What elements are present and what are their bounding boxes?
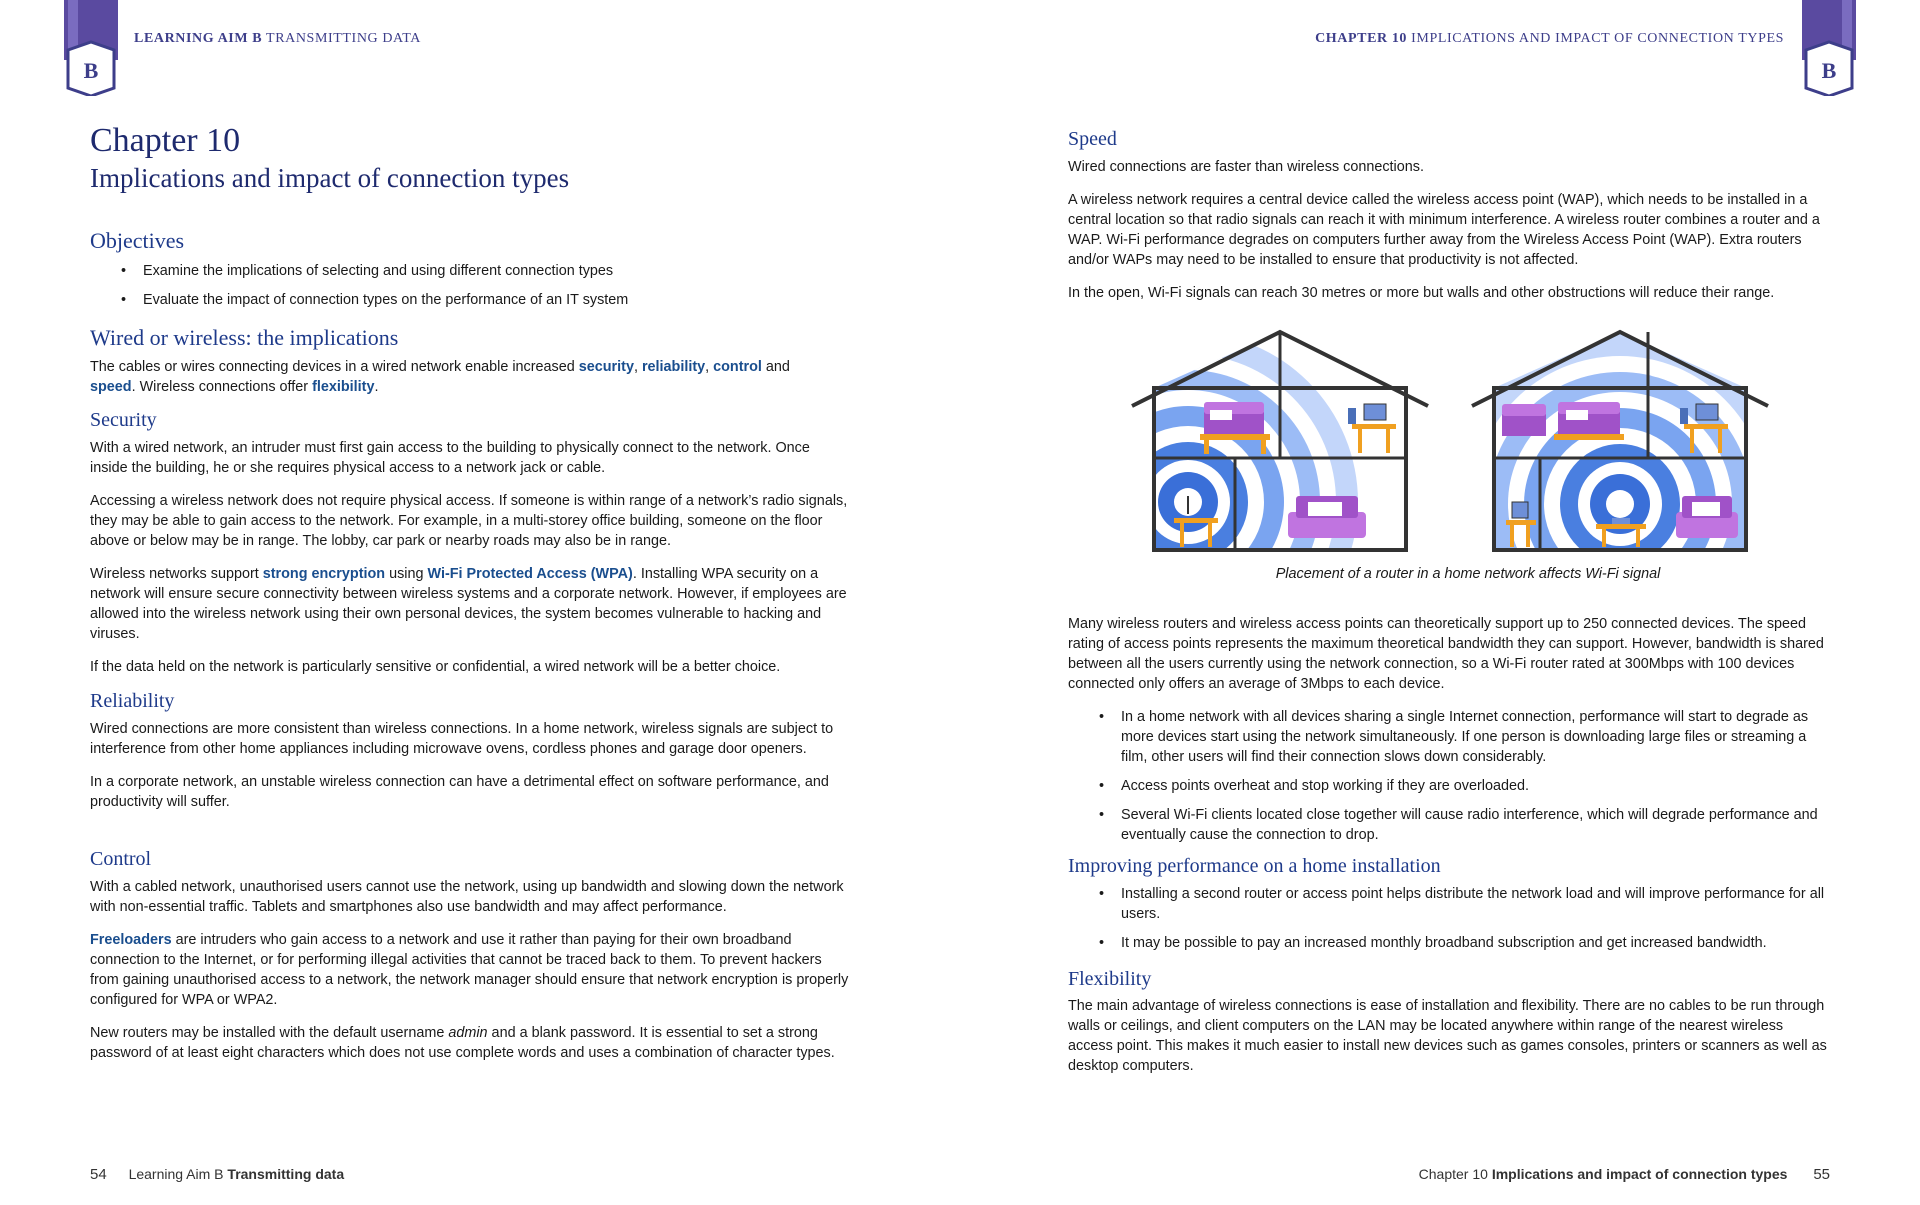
wifi-placement-figure bbox=[1120, 328, 1800, 558]
folio-right: Chapter 10 Implications and impact of connection types 55 bbox=[1418, 1166, 1830, 1183]
security-paragraph-4: If the data held on the network is particularly sensitive or confidential, a wired network will be a better choice. bbox=[90, 659, 781, 675]
flexibility-section bbox=[1068, 968, 1830, 1076]
security-paragraph-3: Wireless networks support strong encryption using Wi-Fi Protected Access (WPA). Installing WPA security on a network will ensure secure connectivity between wireless systems and a corporate network. However, if employees are allowed into the wireless network using their own personal devices, the system becomes vulnerable to hacking and viruses. bbox=[90, 566, 847, 642]
wired-section bbox=[90, 325, 850, 397]
flexibility-paragraph: The main advantage of wireless connections is ease of installation and flexibility. There are no cables to be run through walls or ceilings, and client computers on the LAN may be located anywhere within range of the nearest wireless access point. This makes it much easier to install new devices such as games consoles, printers or scanners as well as desktop computers. bbox=[1068, 998, 1827, 1074]
security-paragraph-2: Accessing a wireless network does not require physical access. If someone is within range of a network’s radio signals, they may be able to gain access to the network. For example, in a multi-storey office building, someone on the floor above or below may be in range. The lobby, car park or nearby roads may also be in range. bbox=[90, 493, 848, 549]
devices-paragraph: Many wireless routers and wireless access points can theoretically support up to 250 connected devices. The speed rating of access points represents the maximum theoretical bandwidth they can support. However, bandwidth is shared between all the users currently using the network connection, so a Wi-Fi router rated at 300Mbps with 100 devices connected only offers an average of 3Mbps to each device. bbox=[1068, 616, 1824, 692]
section-tab-right bbox=[1802, 0, 1856, 96]
improving-list bbox=[1068, 884, 1830, 953]
reliability-paragraph-2: In a corporate network, an unstable wireless connection can have a detrimental effect on software performance, and productivity will suffer. bbox=[90, 774, 829, 810]
objectives-heading: Objectives bbox=[90, 228, 185, 253]
chapter-title: Chapter 10 bbox=[90, 122, 241, 159]
chapter-subtitle: Implications and impact of connection types bbox=[90, 163, 570, 193]
tab-letter: B bbox=[1821, 58, 1837, 83]
control-paragraph-3: New routers may be installed with the default username admin and a blank password. It is essential to set a strong password of at least eight characters which does not use complete words and uses a combination of character types. bbox=[90, 1025, 835, 1061]
section-tab-left bbox=[64, 0, 118, 96]
wired-heading: Wired or wireless: the implications bbox=[90, 325, 399, 350]
objectives-list bbox=[90, 261, 850, 310]
keyword-reliability: reliability bbox=[641, 359, 706, 376]
reliability-heading: Reliability bbox=[90, 690, 175, 712]
speed-paragraph-1: Wired connections are faster than wireless connections. bbox=[1068, 159, 1424, 175]
house-router-centre bbox=[1450, 328, 1790, 558]
page-number: 54 bbox=[90, 1166, 107, 1183]
control-paragraph-1: With a cabled network, unauthorised users cannot use the network, using up bandwidth and slowing down the network with non-essential traffic. Tablets and smartphones also use bandwidth and may affect performance. bbox=[90, 879, 844, 915]
flexibility-heading: Flexibility bbox=[1068, 968, 1152, 990]
house-router-corner bbox=[1120, 328, 1428, 558]
security-section bbox=[90, 409, 850, 677]
folio-left: 54 Learning Aim B Transmitting data bbox=[90, 1166, 345, 1183]
running-head-left: LEARNING AIM B TRANSMITTING DATA bbox=[134, 31, 421, 46]
keyword-flexibility: flexibility bbox=[312, 379, 375, 396]
tab-letter: B bbox=[83, 58, 99, 83]
running-head-right: CHAPTER 10 IMPLICATIONS AND IMPACT OF CONNECTION TYPES bbox=[1315, 31, 1784, 46]
security-heading: Security bbox=[90, 409, 157, 431]
list-item: • Examine the implications of selecting and using different connection types bbox=[90, 261, 850, 281]
keyword-strong-encryption: strong encryption bbox=[262, 566, 386, 582]
devices-list bbox=[1068, 707, 1830, 845]
list-item: • Installing a second router or access point helps distribute the network load and will improve performance for all users. bbox=[1068, 884, 1830, 924]
figure-caption: Placement of a router in a home network affects Wi-Fi signal bbox=[1275, 566, 1661, 582]
reliability-section bbox=[90, 690, 850, 812]
list-item: • In a home network with all devices sharing a single Internet connection, performance will start to degrade as more devices start using the network simultaneously. If one person is downloading large files or streaming a film, other users will find their connection slows down considerably. bbox=[1068, 707, 1830, 767]
control-section bbox=[90, 848, 850, 1063]
speed-heading: Speed bbox=[1068, 128, 1117, 150]
keyword-freeloaders: Freeloaders bbox=[90, 932, 172, 948]
speed-paragraph-2: A wireless network requires a central device called the wireless access point (WAP), which needs to be installed in a central location so that radio signals can reach it with minimum interference. A wireless router combines a router and a WAP. Wi-Fi performance degrades on computers further away from the Wireless Access Point (WAP). Extra routers and/or WAPs may need to be installed to ensure that productivity is not affected. bbox=[1068, 192, 1820, 268]
control-heading: Control bbox=[90, 848, 152, 870]
improving-section bbox=[1068, 855, 1830, 953]
improving-heading: Improving performance on a home installation bbox=[1068, 855, 1441, 877]
keyword-wpa: Wi-Fi Protected Access (WPA) bbox=[427, 566, 633, 582]
list-item: • It may be possible to pay an increased monthly broadband subscription and get increased bandwidth. bbox=[1068, 933, 1830, 953]
speed-section bbox=[1068, 128, 1828, 303]
list-item: • Several Wi-Fi clients located close together will cause radio interference, which will degrade performance and eventually cause the connection to drop. bbox=[1068, 805, 1830, 845]
control-paragraph-2: Freeloaders are intruders who gain access to a network and use it rather than paying for their own broadband connection to the Internet, or for performing illegal activities that cannot be traced back to them. To prevent hackers from gaining unauthorised access to a network, the network manager should ensure that network encryption is properly configured for WPA or WPA2. bbox=[90, 932, 849, 1008]
page-number: 55 bbox=[1813, 1166, 1830, 1183]
list-item: • Evaluate the impact of connection types on the performance of an IT system bbox=[90, 290, 850, 310]
keyword-security: security bbox=[578, 359, 634, 376]
objectives-section bbox=[90, 228, 850, 310]
list-item: • Access points overheat and stop working if they are overloaded. bbox=[1068, 776, 1830, 796]
wired-paragraph: The cables or wires connecting devices in a wired network enable increased security, reliability, control and speed. Wireless connections offer flexibility. bbox=[90, 359, 790, 396]
reliability-paragraph-1: Wired connections are more consistent than wireless connections. In a home network, wireless signals are subject to interference from other home appliances including microwave ovens, cordless phones and garage door openers. bbox=[90, 721, 834, 757]
speed-paragraph-3: In the open, Wi-Fi signals can reach 30 metres or more but walls and other obstructions will reduce their range. bbox=[1068, 285, 1775, 301]
keyword-control: control bbox=[713, 359, 762, 376]
devices-section bbox=[1068, 614, 1830, 845]
security-paragraph-1: With a wired network, an intruder must first gain access to the building to physically connect to the network. Once inside the building, he or she requires physical access to a network jack or cable. bbox=[90, 440, 810, 476]
keyword-speed: speed bbox=[90, 379, 132, 396]
